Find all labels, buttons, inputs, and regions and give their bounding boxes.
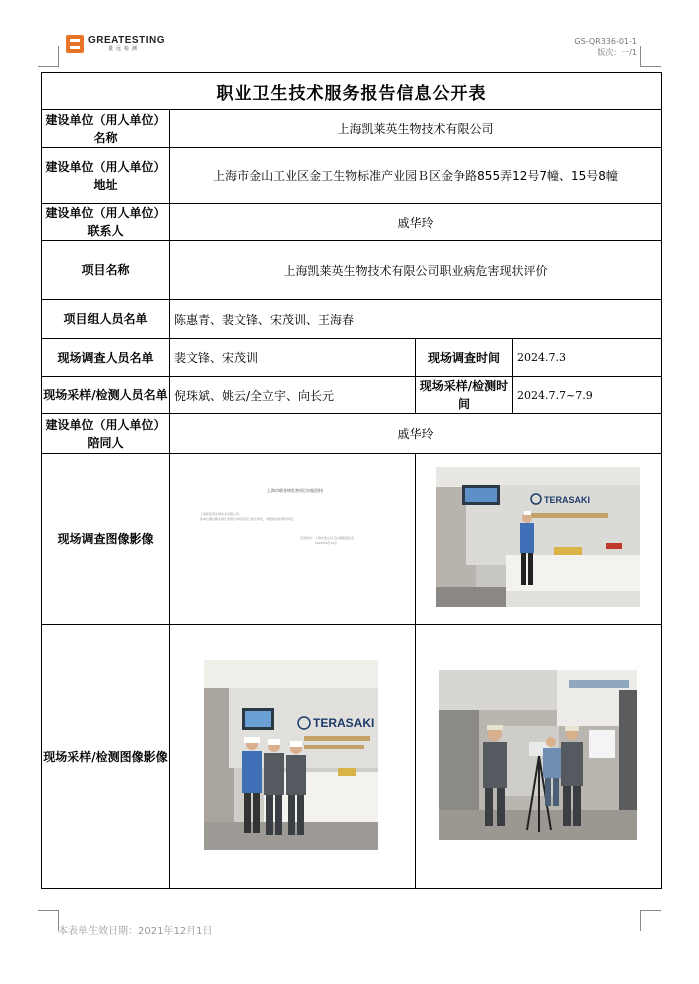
project-label: 项目名称: [42, 241, 170, 300]
photo-brand-text-2: TERASAKI: [313, 716, 375, 730]
survey-images-label: 现场调查图像影像: [42, 454, 170, 625]
survey-image-cell-2: [416, 454, 662, 625]
page-title: 职业卫生技术服务报告信息公开表: [42, 73, 662, 110]
company-logo: [66, 35, 165, 53]
sampling-people-value: 倪珠斌、姚云/全立宇、向长元: [170, 377, 416, 414]
receipt-line-2: 你单位通过职业病危害项目申报系统已提交申报，请根据实际情况申报。: [200, 517, 297, 521]
contact-label: 建设单位（用人单位）联系人: [42, 204, 170, 241]
sampling-image-cell-1: [170, 625, 416, 889]
receipt-line-1: 上海凯莱英生物技术有限公司: [200, 512, 240, 516]
escort-value: 戚华玲: [170, 414, 662, 454]
receipt-title: 上海市职业病危害项目申报回执: [267, 488, 323, 493]
sampling-time-value: 2024.7.7~7.9: [513, 377, 662, 414]
survey-time-value: 2024.7.3: [513, 339, 662, 377]
sampling-time-label: 现场采样/检测时间: [416, 377, 513, 414]
survey-people-label: 现场调查人员名单: [42, 339, 170, 377]
sampling-image-cell-2: [416, 625, 662, 889]
logo-mark-icon: [66, 35, 84, 53]
reception-photo-1: [436, 467, 640, 607]
sampling-images-label: 现场采样/检测图像影像: [42, 625, 170, 889]
workshop-sampling-photo: [439, 670, 637, 840]
document-code-block: [574, 36, 637, 58]
address-value: 上海市金山工业区金工生物标准产业园Ｂ区金争路855弄12号7幢、15号8幢: [170, 148, 662, 204]
document-code: GS-QR336-01-1: [574, 37, 637, 46]
reception-photo-2: [204, 660, 378, 850]
crop-mark-bottom-left: [38, 910, 59, 931]
footer-effective-date: 本表单生效日期：2021年12月1日: [58, 926, 213, 937]
contact-value: 戚华玲: [170, 204, 662, 241]
crop-mark-bottom-right: [640, 910, 661, 931]
team-value: 陈惠青、裴文锋、宋茂训、王海春: [170, 300, 662, 339]
survey-time-label: 现场调查时间: [416, 339, 513, 377]
team-label: 项目组人员名单: [42, 300, 170, 339]
sampling-people-label: 现场采样/检测人员名单: [42, 377, 170, 414]
survey-people-value: 裴文锋、宋茂训: [170, 339, 416, 377]
receipt-line-3: 签发单位：上海市金山区卫生健康委员会: [300, 536, 355, 540]
address-label: 建设单位（用人单位）地址: [42, 148, 170, 204]
crop-mark-top-left: [38, 46, 59, 67]
photo-brand-text: TERASAKI: [544, 495, 591, 505]
escort-label: 建设单位（用人单位）陪同人: [42, 414, 170, 454]
survey-image-cell-1: [170, 454, 416, 625]
project-value: 上海凯莱英生物技术有限公司职业病危害现状评价: [170, 241, 662, 300]
unit-name-label: 建设单位（用人单位）名称: [42, 110, 170, 148]
receipt-line-4: 2023年6月16日: [315, 541, 338, 545]
unit-name-value: 上海凯莱英生物技术有限公司: [170, 110, 662, 148]
declaration-receipt-image: [200, 488, 390, 578]
crop-mark-top-right: [640, 46, 661, 67]
page-version: 版次：一/1: [597, 48, 637, 57]
logo-chinese: 量远检测: [108, 46, 141, 52]
info-table: [41, 72, 662, 889]
logo-english: GREATESTING: [88, 35, 165, 46]
